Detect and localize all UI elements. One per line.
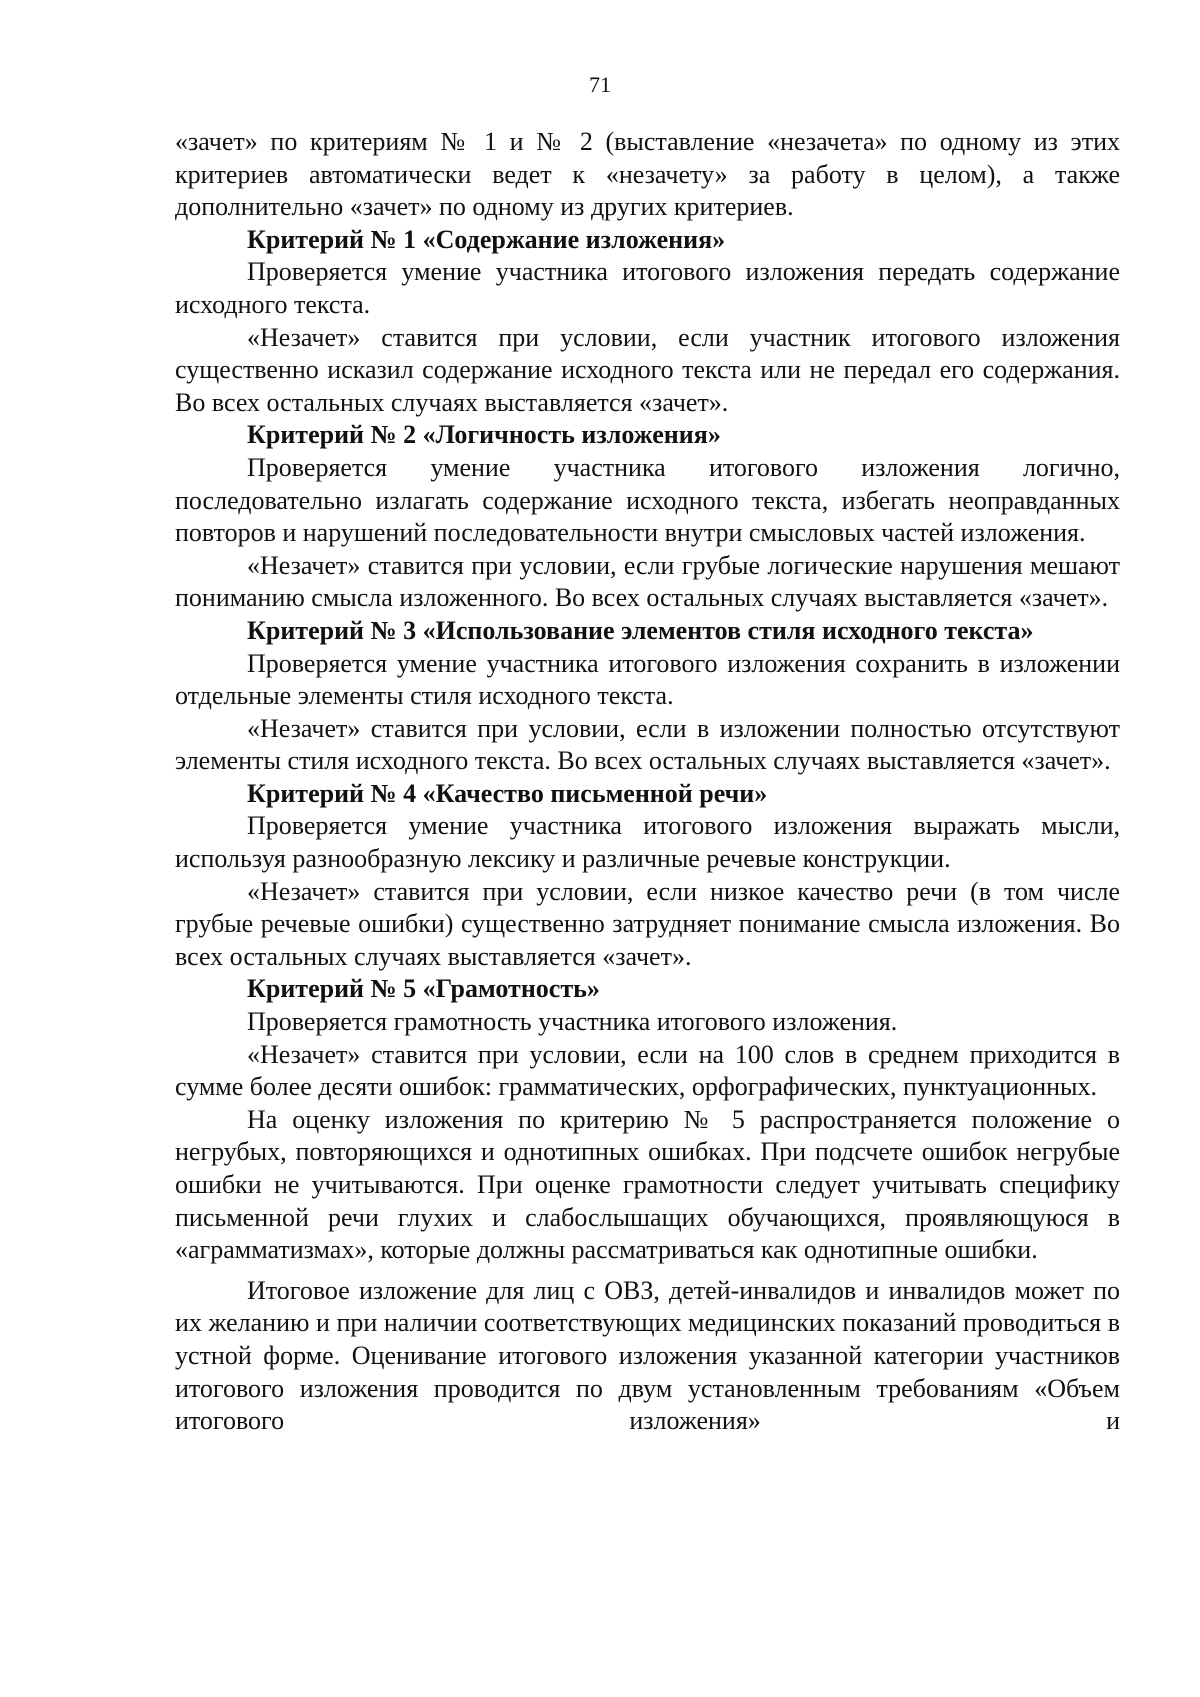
criterion-1-fail-condition: «Незачет» ставится при условии, если участник итогового изложения существенно исказил содержание исходного текста или не передал его содержания. Во всех остальных случаях выставляется «зачет». <box>175 322 1120 417</box>
criterion-5-heading: Критерий № 5 «Грамотность» <box>247 974 600 1004</box>
ovz-paragraph: Итоговое изложение для лиц с ОВЗ, детей-инвалидов и инвалидов может по их желанию и при наличии соответствующих медицинских показаний проводиться в устной форме. Оценивание итогового изложения указанной категории участников итогового изложения проводится по двум установленным требованиям «Объем итогового изложения» и <box>175 1275 1120 1436</box>
criterion-5-fail-condition: «Незачет» ставится при условии, если на 100 слов в среднем приходится в сумме более десяти ошибок: грамматических, орфографических, пунктуационных. <box>175 1039 1120 1102</box>
criterion-2-fail-condition: «Незачет» ставится при условии, если грубые логические нарушения мешают пониманию смысла изложенного. Во всех остальных случаях выставляется «зачет». <box>175 550 1120 613</box>
criterion-2-description: Проверяется умение участника итогового изложения логично, последовательно излагать содержание исходного текста, избегать неоправданных повторов и нарушений последовательности внутри смысловых частей изложения. <box>175 452 1120 548</box>
criterion-1-description: Проверяется умение участника итогового изложения передать содержание исходного текста. <box>175 257 1120 319</box>
page-number: 71 <box>589 72 611 97</box>
document-body <box>175 126 1120 1438</box>
criterion-3-description: Проверяется умение участника итогового изложения сохранить в изложении отдельные элементы стиля исходного текста. <box>175 648 1120 711</box>
criterion-3-fail-condition: «Незачет» ставится при условии, если в изложении полностью отсутствуют элементы стиля исходного текста. Во всех остальных случаях выставляется «зачет». <box>175 713 1120 776</box>
criterion-4-heading: Критерий № 4 «Качество письменной речи» <box>247 778 768 808</box>
criterion-4-fail-condition: «Незачет» ставится при условии, если низкое качество речи (в том числе грубые речевые ошибки) существенно затрудняет понимание смысла изложения. Во всех остальных случаях выставляется «зачет». <box>175 876 1120 971</box>
criterion-5-description: Проверяется грамотность участника итогового изложения. <box>247 1007 898 1037</box>
criterion-5-error-rules: На оценку изложения по критерию № 5 распространяется положение о негрубых, повторяющихся и однотипных ошибках. При подсчете ошибок негрубые ошибки не учитываются. При оценке грамотности следует учитывать специфику письменной речи глухих и слабослышащих обучающихся, проявляющуюся в «аграмматизмах», которые должны рассматриваться как однотипные ошибки. <box>175 1104 1120 1265</box>
criterion-2-heading: Критерий № 2 «Логичность изложения» <box>247 420 721 450</box>
criterion-3-heading: Критерий № 3 «Использование элементов стиля исходного текста» <box>247 615 1034 645</box>
criterion-1-heading: Критерий № 1 «Содержание изложения» <box>247 224 726 254</box>
intro-paragraph: «зачет» по критериям № 1 и № 2 (выставление «незачета» по одному из этих критериев автоматически ведет к «незачету» за работу в целом), а также дополнительно «зачет» по одному из других критериев. <box>175 127 1120 222</box>
criterion-4-description: Проверяется умение участника итогового изложения выражать мысли, используя разнообразную лексику и различные речевые конструкции. <box>175 811 1120 874</box>
